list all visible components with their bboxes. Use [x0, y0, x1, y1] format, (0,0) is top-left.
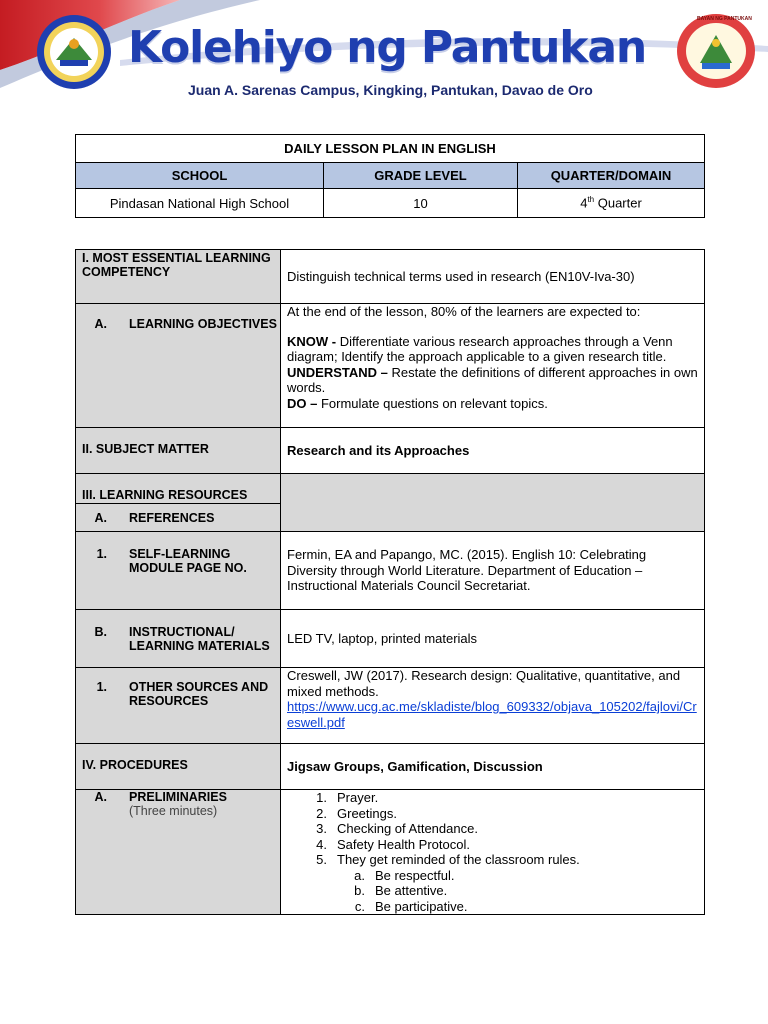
- college-logo: [36, 14, 112, 90]
- institution-name: Kolehiyo ng Pantukan: [128, 22, 646, 73]
- other-num: 1.: [96, 680, 107, 694]
- subject-text: Research and its Approaches: [281, 428, 705, 474]
- col-school-header: SCHOOL: [76, 163, 324, 189]
- prelim-num: A.: [94, 790, 107, 804]
- quarter-value: 4th Quarter: [518, 189, 705, 218]
- resources-row: [76, 474, 705, 504]
- list-item: 3. Checking of Attendance.: [316, 821, 478, 836]
- subject-label: II. SUBJECT MATTER: [76, 428, 281, 474]
- materials-row: [76, 610, 705, 668]
- competency-label: I. MOST ESSENTIAL LEARNING COMPETENCY: [76, 250, 281, 304]
- list-item: 5. They get reminded of the classroom rules.: [316, 852, 580, 867]
- module-row: [76, 532, 705, 610]
- list-item: a. Be respectful.: [354, 867, 455, 883]
- objectives-row: [76, 304, 705, 428]
- summary-table: [75, 134, 705, 218]
- materials-num: B.: [94, 625, 107, 639]
- municipal-seal: [676, 13, 756, 89]
- creswell-link[interactable]: https://www.ucg.ac.me/skladiste/blog_609332/objava_105202/fajlovi/Creswell.pdf: [287, 699, 697, 730]
- list-item: 4. Safety Health Protocol.: [316, 836, 470, 852]
- objective-know: KNOW - Differentiate various research approaches through a Venn diagram; Identify the approach applicable to a given research title.: [287, 333, 673, 364]
- list-item: 1. Prayer.: [316, 790, 379, 805]
- objectives-label: LEARNING OBJECTIVES: [129, 317, 277, 331]
- campus-address: Juan A. Sarenas Campus, Kingking, Pantukan, Davao de Oro: [188, 82, 593, 98]
- subject-row: [76, 428, 705, 474]
- procedures-row: [76, 744, 705, 790]
- other-sources-row: [76, 668, 705, 744]
- other-label: OTHER SOURCES AND RESOURCES: [129, 680, 269, 708]
- objective-understand: UNDERSTAND – Restate the definitions of different approaches in own words.: [287, 364, 698, 395]
- module-num: 1.: [96, 547, 107, 561]
- list-item: c. Be participative.: [354, 898, 468, 914]
- school-value: Pindasan National High School: [76, 189, 324, 218]
- module-text: Fermin, EA and Papango, MC. (2015). English 10: Celebrating Diversity through World Literature. Department of Education – Instructional Materials Council Secretariat.: [281, 532, 705, 610]
- list-item: b. Be attentive.: [354, 883, 448, 898]
- module-label: SELF-LEARNING MODULE PAGE NO.: [129, 547, 247, 575]
- other-sources-text: Creswell, JW (2017). Research design: Qualitative, quantitative, and mixed methods.: [287, 668, 681, 699]
- resources-label: III. LEARNING RESOURCES: [76, 474, 281, 504]
- references-num: A.: [94, 510, 107, 525]
- materials-text: LED TV, laptop, printed materials: [281, 610, 705, 668]
- seal-caption: BAYAN NG PANTUKAN: [697, 16, 752, 22]
- col-quarter-header: QUARTER/DOMAIN: [518, 163, 705, 189]
- list-item: 2. Greetings.: [316, 805, 397, 821]
- header-banner: [0, 0, 768, 104]
- preliminary-steps-list: [287, 790, 698, 868]
- references-label: REFERENCES: [129, 510, 215, 525]
- resources-empty-cell: [281, 474, 705, 532]
- classroom-rules-list: [287, 868, 698, 915]
- lesson-plan-title: DAILY LESSON PLAN IN ENGLISH: [76, 135, 705, 163]
- grade-value: 10: [324, 189, 518, 218]
- procedures-label: IV. PROCEDURES: [76, 744, 281, 790]
- competency-text: Distinguish technical terms used in research (EN10V-Iva-30): [281, 250, 705, 304]
- competency-row: [76, 250, 705, 304]
- objectives-num: A.: [94, 317, 107, 331]
- lesson-plan-table: [75, 249, 705, 915]
- col-grade-header: GRADE LEVEL: [324, 163, 518, 189]
- procedures-text: Jigsaw Groups, Gamification, Discussion: [281, 744, 705, 790]
- prelim-label: PRELIMINARIES: [129, 790, 227, 804]
- materials-label: INSTRUCTIONAL/ LEARNING MATERIALS: [129, 625, 270, 653]
- prelim-time: (Three minutes): [129, 804, 218, 818]
- preliminaries-row: [76, 790, 705, 915]
- objectives-intro: At the end of the lesson, 80% of the learners are expected to:: [287, 304, 641, 319]
- objective-do: DO – Formulate questions on relevant topics.: [287, 395, 548, 411]
